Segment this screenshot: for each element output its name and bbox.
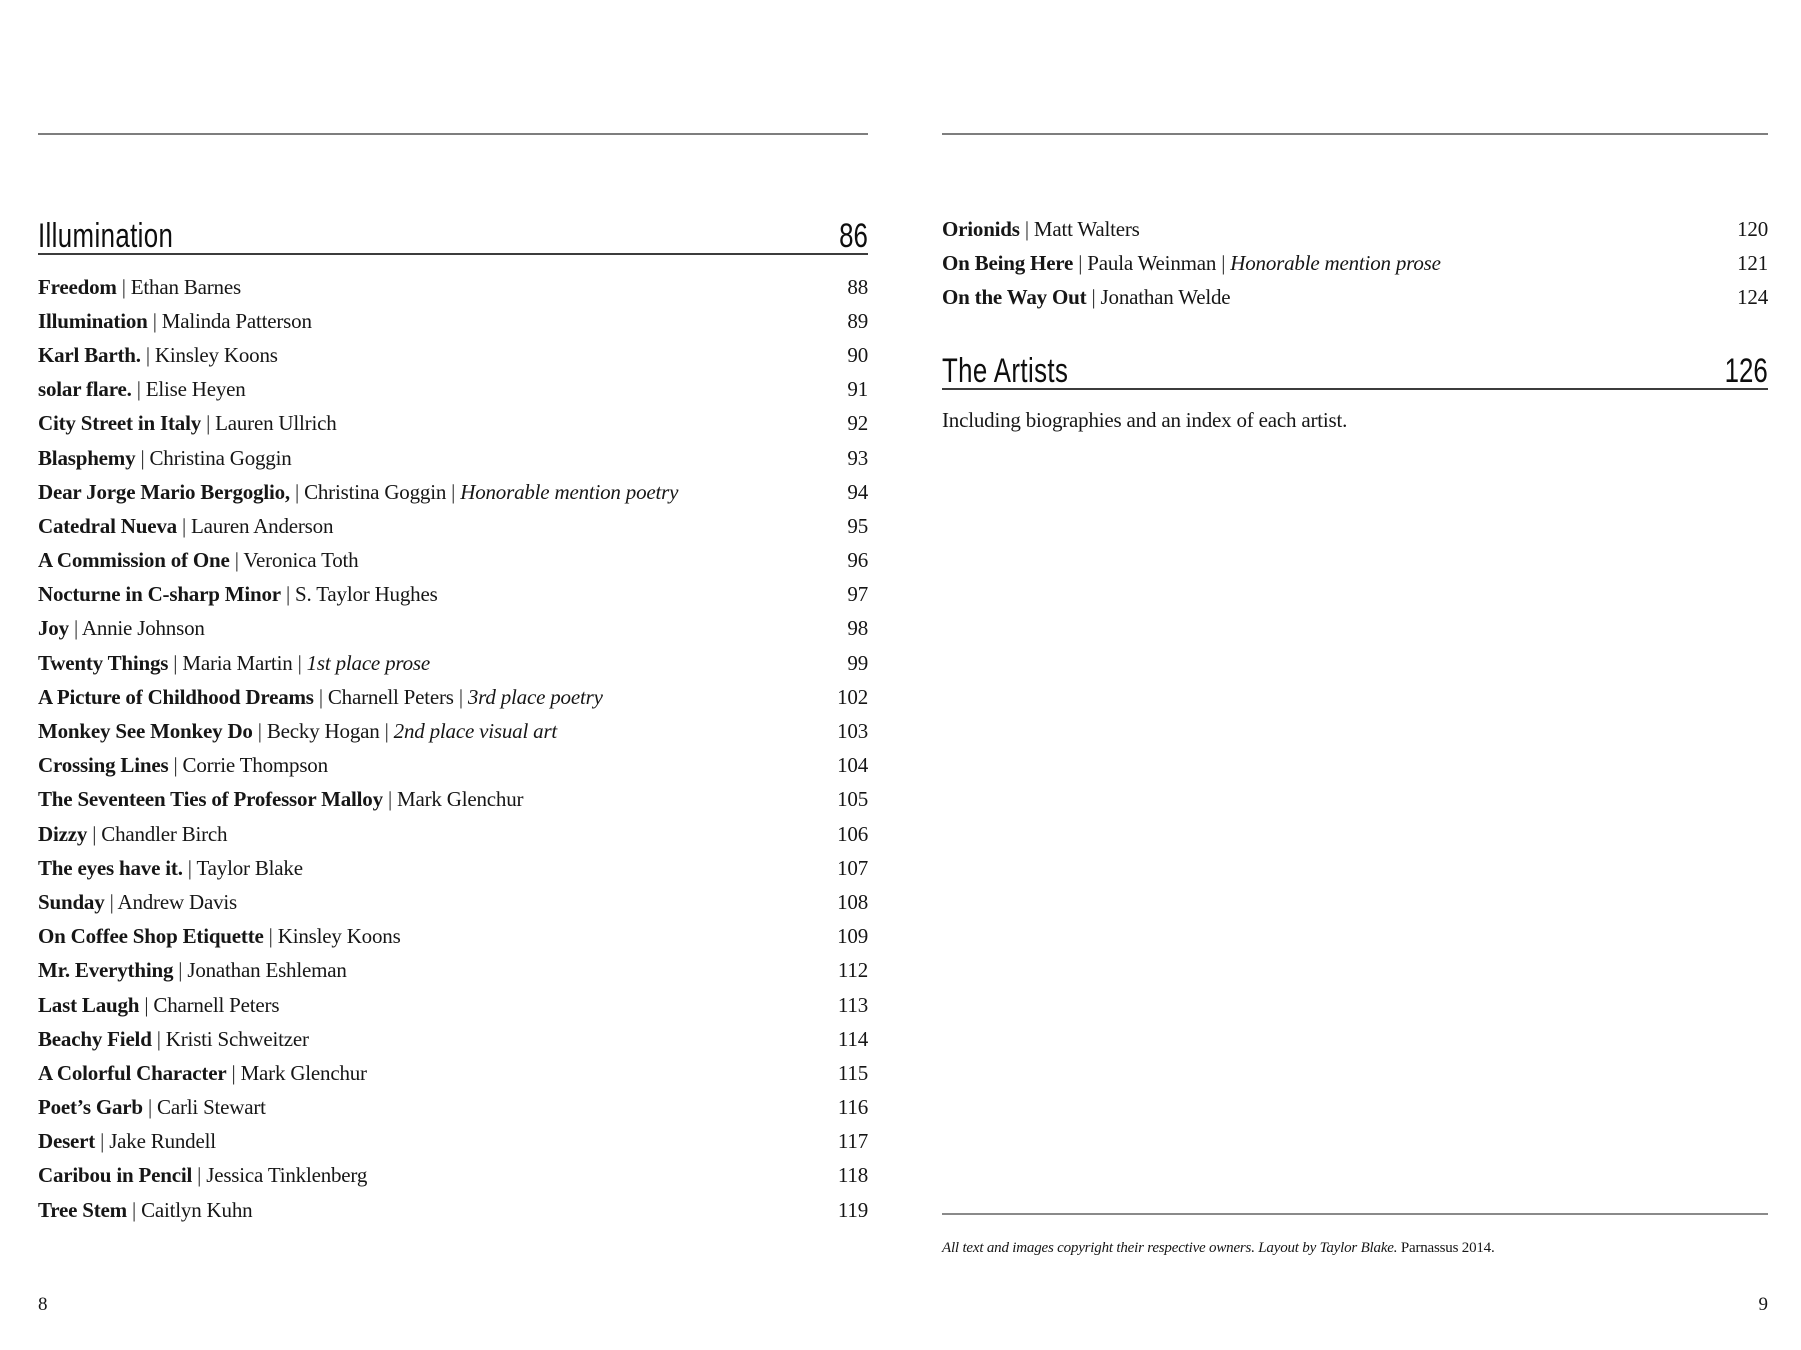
- toc-entry: [38, 1022, 868, 1056]
- toc-entry-text: [38, 1061, 367, 1086]
- entry-author: Chandler Birch: [101, 821, 228, 846]
- toc-entry: [38, 441, 868, 475]
- entry-author: Charnell Peters: [153, 992, 280, 1017]
- toc-entry-text: [38, 685, 603, 710]
- pipe-separator: |: [168, 650, 183, 675]
- toc-entry: [38, 714, 868, 748]
- entry-page-number: 121: [1737, 250, 1768, 275]
- pipe-separator: |: [95, 1129, 110, 1154]
- toc-entry-text: [38, 958, 347, 983]
- entry-page-number: 97: [847, 582, 868, 607]
- toc-entry: [38, 817, 868, 851]
- entry-author: Charnell Peters: [327, 684, 454, 709]
- footer-rule: [942, 1213, 1768, 1215]
- entry-title: Monkey See Monkey Do: [38, 719, 253, 744]
- entry-note: 1st place prose: [306, 650, 430, 675]
- toc-entry-text: [38, 753, 328, 778]
- copyright-regular-text: Parnassus 2014.: [1400, 1240, 1495, 1256]
- entry-title: Beachy Field: [38, 1026, 152, 1051]
- entry-author: Jessica Tinklenberg: [206, 1163, 368, 1188]
- entry-title: Tree Stem: [38, 1197, 127, 1222]
- entry-page-number: 109: [837, 924, 868, 949]
- entry-title: Dear Jorge Mario Bergoglio,: [38, 479, 290, 504]
- pipe-separator: |: [379, 719, 394, 744]
- page-top-rule: [942, 133, 1768, 135]
- entry-title: City Street in Italy: [38, 411, 202, 436]
- entry-title: Joy: [38, 616, 69, 641]
- entry-page-number: 120: [1737, 216, 1768, 241]
- toc-entry-text: [38, 1163, 367, 1188]
- entry-note-group: [293, 651, 430, 675]
- pipe-separator: |: [173, 958, 188, 983]
- entry-author: Jake Rundell: [109, 1129, 216, 1154]
- entry-page-number: 88: [847, 274, 868, 299]
- entry-page-number: 102: [837, 684, 868, 709]
- entry-title: On the Way Out: [942, 284, 1087, 309]
- pipe-separator: |: [229, 548, 244, 573]
- entry-title: Last Laugh: [38, 992, 140, 1017]
- toc-page-right: [942, 0, 1768, 1350]
- entry-author: Mark Glenchur: [397, 787, 524, 812]
- entry-author: Lauren Anderson: [191, 513, 334, 538]
- entry-title: Catedral Nueva: [38, 513, 177, 538]
- toc-entry-text: [38, 309, 312, 334]
- copyright-italic-text: All text and images copyright their respective owners. Layout by Taylor Blake.: [942, 1240, 1398, 1256]
- toc-entry-text: [38, 411, 337, 436]
- toc-entry-text: [942, 217, 1140, 242]
- entry-page-number: 93: [847, 445, 868, 470]
- pipe-separator: |: [1019, 216, 1034, 241]
- pipe-separator: |: [147, 308, 162, 333]
- section-heading-illumination: [38, 211, 868, 255]
- pipe-separator: |: [139, 992, 154, 1017]
- entry-note-group: [380, 719, 558, 743]
- toc-entry: [942, 246, 1768, 280]
- entry-page-number: 112: [837, 958, 868, 983]
- toc-entry-text: [942, 285, 1230, 310]
- entry-author: Mark Glenchur: [240, 1060, 367, 1085]
- section-heading-the-artists: [942, 346, 1768, 390]
- entry-title: Blasphemy: [38, 445, 136, 470]
- entry-author: Annie Johnson: [81, 616, 205, 641]
- entry-title: Desert: [38, 1129, 96, 1154]
- entry-page-number: 106: [837, 821, 868, 846]
- pipe-separator: |: [116, 274, 131, 299]
- toc-entry: [38, 578, 868, 612]
- entry-title: Caribou in Pencil: [38, 1163, 193, 1188]
- toc-entry-text: [38, 1198, 252, 1223]
- copyright-line: [942, 1239, 1768, 1257]
- pipe-separator: |: [1086, 284, 1101, 309]
- entry-page-number: 124: [1737, 284, 1768, 309]
- toc-entry: [38, 509, 868, 543]
- entry-page-number: 115: [837, 1060, 868, 1085]
- entry-note: 2nd place visual art: [393, 719, 558, 744]
- page-top-rule: [38, 133, 868, 135]
- toc-entry: [38, 373, 868, 407]
- section-page-number: 86: [839, 217, 868, 255]
- pipe-separator: |: [176, 513, 192, 538]
- toc-entry: [38, 920, 868, 954]
- section-page-number: 126: [1724, 352, 1768, 390]
- entry-title: Dizzy: [38, 821, 88, 846]
- pipe-separator: |: [104, 889, 118, 914]
- entry-title: Karl Barth.: [38, 342, 141, 367]
- entry-author: Maria Martin: [182, 650, 293, 675]
- toc-entry: [38, 338, 868, 372]
- toc-entry: [38, 988, 868, 1022]
- pipe-separator: |: [382, 787, 398, 812]
- toc-entry: [38, 783, 868, 817]
- toc-entry-text: [38, 651, 430, 676]
- entry-title: The Seventeen Ties of Professor Malloy: [38, 787, 383, 812]
- pipe-separator: |: [151, 1026, 166, 1051]
- pipe-separator: |: [453, 684, 468, 709]
- toc-entry: [942, 280, 1768, 314]
- entry-note: Honorable mention prose: [1230, 250, 1441, 275]
- pipe-separator: |: [182, 855, 197, 880]
- toc-entry: [38, 1193, 868, 1227]
- entry-author: Becky Hogan: [266, 719, 380, 744]
- entry-title: Sunday: [38, 889, 105, 914]
- toc-entry: [38, 304, 868, 338]
- toc-entry-text: [38, 890, 237, 915]
- entry-page-number: 108: [837, 889, 868, 914]
- entry-title: Orionids: [942, 216, 1020, 241]
- entry-author: Jonathan Welde: [1100, 284, 1231, 309]
- toc-entry-list: [942, 212, 1768, 315]
- entry-author: S. Taylor Hughes: [295, 582, 438, 607]
- toc-entry: [38, 851, 868, 885]
- entry-title: Twenty Things: [38, 650, 169, 675]
- toc-entry: [38, 544, 868, 578]
- entry-page-number: 94: [847, 479, 868, 504]
- entry-author: Taylor Blake: [196, 855, 303, 880]
- entry-title: Freedom: [38, 274, 117, 299]
- toc-entry-text: [38, 924, 401, 949]
- entry-page-number: 90: [847, 342, 868, 367]
- entry-page-number: 89: [847, 308, 868, 333]
- toc-entry-text: [38, 480, 678, 505]
- entry-author: Christina Goggin: [304, 479, 447, 504]
- entry-author: Carli Stewart: [157, 1095, 266, 1120]
- toc-entry: [38, 954, 868, 988]
- toc-entry-list: [38, 270, 868, 1227]
- entry-title: Mr. Everything: [38, 958, 174, 983]
- entry-author: Caitlyn Kuhn: [141, 1197, 253, 1222]
- toc-entry: [38, 612, 868, 646]
- toc-entry-text: [38, 548, 358, 573]
- toc-entry: [38, 1125, 868, 1159]
- toc-entry-text: [942, 251, 1441, 276]
- entry-page-number: 103: [837, 719, 868, 744]
- toc-entry-text: [38, 822, 227, 847]
- toc-entry-text: [38, 446, 292, 471]
- entry-author: Lauren Ullrich: [215, 411, 337, 436]
- toc-entry-text: [38, 787, 523, 812]
- pipe-separator: |: [292, 650, 307, 675]
- entry-title: solar flare.: [38, 377, 132, 402]
- pipe-separator: |: [140, 342, 155, 367]
- pipe-separator: |: [289, 479, 305, 504]
- toc-entry: [38, 680, 868, 714]
- pipe-separator: |: [1073, 250, 1088, 275]
- entry-page-number: 113: [837, 992, 868, 1017]
- entry-title: A Picture of Childhood Dreams: [38, 684, 314, 709]
- toc-entry: [38, 1056, 868, 1090]
- toc-page-left: [38, 0, 868, 1350]
- toc-entry-text: [38, 275, 241, 300]
- section-description: Including biographies and an index of each artist.: [942, 408, 1348, 432]
- pipe-separator: |: [280, 582, 296, 607]
- entry-author: Paula Weinman: [1087, 250, 1217, 275]
- entry-page-number: 95: [847, 513, 868, 538]
- pipe-separator: |: [252, 719, 267, 744]
- entry-page-number: 98: [847, 616, 868, 641]
- entry-author: Kristi Schweitzer: [165, 1026, 309, 1051]
- entry-title: Crossing Lines: [38, 753, 169, 778]
- pipe-separator: |: [142, 1095, 158, 1120]
- pipe-separator: |: [68, 616, 82, 641]
- entry-note-group: [1216, 251, 1441, 275]
- pipe-separator: |: [87, 821, 102, 846]
- toc-entry: [38, 646, 868, 680]
- entry-title: A Colorful Character: [38, 1060, 227, 1085]
- toc-entry: [38, 1159, 868, 1193]
- entry-title: Poet’s Garb: [38, 1095, 143, 1120]
- toc-entry-text: [38, 856, 303, 881]
- entry-page-number: 116: [837, 1095, 868, 1120]
- entry-author: Malinda Patterson: [161, 308, 312, 333]
- section-title: The Artists: [942, 352, 1069, 390]
- pipe-separator: |: [168, 753, 183, 778]
- entry-title: The eyes have it.: [38, 855, 183, 880]
- pipe-separator: |: [192, 1163, 207, 1188]
- folio-page-number: 9: [1758, 1294, 1768, 1315]
- toc-entry-text: [38, 1129, 216, 1154]
- entry-page-number: 96: [847, 548, 868, 573]
- toc-entry: [38, 475, 868, 509]
- entry-title: Nocturne in C-sharp Minor: [38, 582, 281, 607]
- toc-entry-text: [38, 1095, 266, 1120]
- section-title: Illumination: [38, 217, 174, 255]
- toc-entry: [942, 212, 1768, 246]
- entry-page-number: 118: [837, 1163, 868, 1188]
- entry-author: Christina Goggin: [149, 445, 292, 470]
- entry-title: A Commission of One: [38, 548, 230, 573]
- toc-entry-text: [38, 514, 333, 539]
- toc-entry-text: [38, 343, 278, 368]
- toc-entry-text: [38, 1027, 309, 1052]
- toc-entry: [38, 407, 868, 441]
- entry-page-number: 105: [837, 787, 868, 812]
- entry-page-number: 107: [837, 855, 868, 880]
- entry-page-number: 99: [847, 650, 868, 675]
- entry-note-group: [446, 480, 678, 504]
- toc-entry: [38, 749, 868, 783]
- pipe-separator: |: [313, 684, 328, 709]
- entry-author: Matt Walters: [1033, 216, 1140, 241]
- pipe-separator: |: [131, 377, 146, 402]
- entry-page-number: 114: [837, 1026, 868, 1051]
- toc-entry: [38, 270, 868, 304]
- toc-entry-text: [38, 616, 205, 641]
- pipe-separator: |: [201, 411, 216, 436]
- toc-entry-text: [38, 377, 246, 402]
- entry-title: On Coffee Shop Etiquette: [38, 924, 264, 949]
- toc-entry: [38, 885, 868, 919]
- pipe-separator: |: [126, 1197, 142, 1222]
- entry-author: Ethan Barnes: [130, 274, 241, 299]
- pipe-separator: |: [1216, 250, 1231, 275]
- pipe-separator: |: [226, 1060, 241, 1085]
- entry-author: Kinsley Koons: [277, 924, 401, 949]
- entry-author: Corrie Thompson: [182, 753, 328, 778]
- toc-entry: [38, 1091, 868, 1125]
- entry-page-number: 91: [847, 377, 868, 402]
- entry-title: Illumination: [38, 308, 148, 333]
- entry-author: Jonathan Eshleman: [187, 958, 347, 983]
- entry-page-number: 117: [837, 1129, 868, 1154]
- entry-author: Elise Heyen: [145, 377, 246, 402]
- entry-author: Kinsley Koons: [154, 342, 278, 367]
- entry-author: Andrew Davis: [117, 889, 237, 914]
- entry-page-number: 104: [837, 753, 868, 778]
- entry-title: On Being Here: [942, 250, 1074, 275]
- entry-note: 3rd place poetry: [467, 684, 603, 709]
- toc-entry-text: [38, 719, 557, 744]
- entry-note-group: [454, 685, 603, 709]
- pipe-separator: |: [135, 445, 150, 470]
- entry-note: Honorable mention poetry: [460, 479, 679, 504]
- entry-page-number: 119: [837, 1197, 868, 1222]
- pipe-separator: |: [263, 924, 278, 949]
- entry-page-number: 92: [847, 411, 868, 436]
- folio-page-number: 8: [38, 1294, 48, 1315]
- entry-author: Veronica Toth: [243, 548, 359, 573]
- pipe-separator: |: [446, 479, 461, 504]
- toc-entry-text: [38, 993, 279, 1018]
- toc-entry-text: [38, 582, 438, 607]
